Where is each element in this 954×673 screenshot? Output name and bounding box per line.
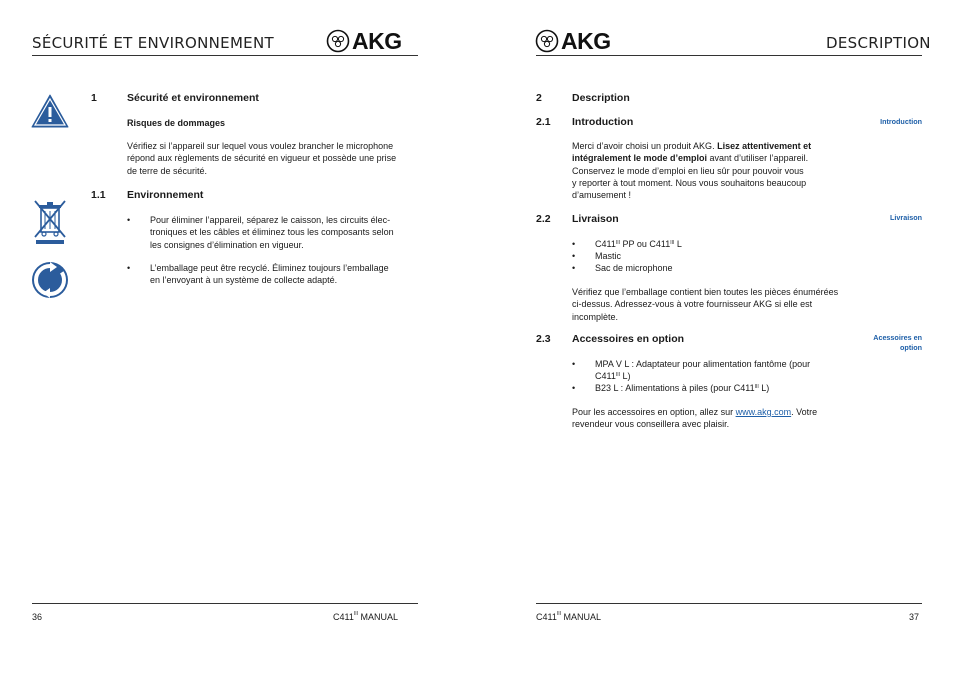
manual-word: MANUAL: [561, 612, 602, 622]
item-text: MPA V L : Adaptateur pour alimentation fantôme (pour: [595, 359, 811, 369]
manual-model-sup: III: [556, 611, 562, 617]
side-label-line-2: option: [900, 343, 922, 352]
akg-logo-right: [535, 29, 611, 53]
akg-logo-text: AKG: [352, 27, 402, 54]
left-header-rule: [32, 55, 418, 56]
right-header-title: DESCRIPTION: [826, 34, 931, 52]
bullet-mark: •: [572, 251, 576, 261]
item-text: C411: [595, 239, 616, 249]
akg-logo-icon: [535, 29, 559, 53]
section-1-1-title: Environnement: [127, 189, 204, 201]
env-bullet-2-line-2: en l’envoyant à un système de collecte adapté.: [150, 275, 338, 286]
bullet-mark: •: [127, 263, 131, 273]
delivery-line-2: ci-dessus. Adressez-vous à votre fournisseur AKG si elle est: [572, 299, 813, 310]
akg-logo-icon: [326, 29, 350, 53]
recycle-green-dot-icon: [31, 261, 69, 299]
section-2-number: 2: [536, 92, 542, 104]
section-1-number: 1: [91, 92, 97, 104]
intro-bold: Lisez attentivement et: [717, 141, 812, 151]
manual-word: MANUAL: [358, 612, 399, 622]
left-footer-manual: [333, 612, 398, 622]
intro-text: Merci d’avoir choisi un produit AKG.: [572, 141, 718, 151]
section-2-3-title: Accessoires en option: [572, 333, 685, 345]
section-1-1-number: 1.1: [91, 189, 106, 201]
akg-logo-text: AKG: [561, 27, 611, 54]
intro-text: avant d’utiliser l’appareil.: [707, 153, 809, 164]
section-1-title: Sécurité et environnement: [127, 92, 259, 104]
item-sup: III: [615, 372, 621, 379]
item-text: B23 L : Alimentations à piles (pour C411: [595, 383, 755, 393]
intro-text: Conservez le mode d’emploi en lieu sûr pour pouvoir vous: [572, 165, 804, 176]
section-2-1-title: Introduction: [572, 116, 634, 128]
side-label-livraison: Livraison: [890, 213, 922, 222]
item-text: L: [674, 239, 682, 249]
item-text: L): [758, 383, 770, 393]
item-sup: III: [615, 240, 621, 246]
accessory-item-2: [572, 382, 872, 394]
bullet-mark: •: [127, 215, 131, 225]
intro-text: d’amusement !: [572, 190, 632, 201]
risk-line-3: de terre de sécurité.: [127, 165, 208, 176]
item-text: C411: [595, 371, 616, 382]
manual-model: C411: [536, 612, 557, 622]
bullet-mark: •: [572, 263, 576, 273]
item-text: PP ou C411: [620, 239, 671, 249]
right-footer-manual: [536, 612, 601, 622]
side-label-accessoires: [842, 333, 922, 353]
delivery-line-3: incomplète.: [572, 311, 619, 322]
item-text: Mastic: [595, 251, 622, 261]
bullet-mark: •: [572, 239, 576, 249]
side-label-line-1: Acessoires en: [873, 333, 922, 342]
env-bullet-1-line-2: troniques et les câbles et éliminez tous les composants selon: [150, 227, 394, 238]
item-text: Sac de microphone: [595, 263, 673, 273]
section-2-2-number: 2.2: [536, 213, 551, 225]
manual-model-sup: III: [353, 611, 359, 617]
delivery-paragraph: [572, 286, 872, 323]
risk-heading: Risques de dommages: [127, 118, 226, 128]
env-bullet-1-line-1: Pour éliminer l’appareil, séparez le caisson, les circuits élec-: [150, 215, 391, 225]
right-page-number: 37: [909, 612, 920, 622]
section-2-2-title: Livraison: [572, 213, 619, 225]
item-text: L): [620, 371, 631, 382]
left-footer-rule: [32, 603, 418, 604]
weee-bin-icon: [30, 198, 70, 246]
bullet-mark: •: [572, 359, 576, 369]
env-bullet-1-line-3: les consignes d’élimination en vigueur.: [150, 239, 304, 250]
section-2-1-number: 2.1: [536, 116, 551, 128]
env-bullet-1: [127, 214, 422, 251]
section-2-title: Description: [572, 92, 630, 104]
left-header-title: SÉCURITÉ ET ENVIRONNEMENT: [32, 34, 274, 52]
accessory-item-1: [572, 358, 872, 383]
intro-paragraph: [572, 140, 872, 201]
risk-paragraph: [127, 140, 427, 177]
intro-text: y reporter à tout moment. Nous vous souhaitons beaucoup: [572, 177, 807, 188]
item-sup: III: [670, 240, 675, 246]
delivery-item-3: [572, 262, 872, 274]
acc-text: . Votre: [791, 407, 818, 417]
accessories-paragraph: [572, 406, 872, 431]
acc-text: revendeur vous conseillera avec plaisir.: [572, 419, 730, 430]
warning-triangle-icon: [30, 93, 70, 129]
akg-logo-left: [326, 29, 402, 53]
delivery-line-1: Vérifiez que l’emballage contient bien toutes les pièces énumérées: [572, 287, 839, 297]
env-bullet-2-line-1: L’emballage peut être recyclé. Éliminez toujours l’emballage: [150, 263, 389, 273]
intro-bold: intégralement le mode d’emploi: [572, 153, 708, 164]
delivery-item-2: [572, 250, 872, 262]
manual-model: C411: [333, 612, 354, 622]
side-label-introduction: Introduction: [880, 117, 922, 126]
section-2-3-number: 2.3: [536, 333, 551, 345]
risk-line-1: Vérifiez si l’appareil sur lequel vous voulez brancher le microphone: [127, 141, 394, 151]
acc-text: Pour les accessoires en option, allez sur: [572, 407, 736, 417]
akg-website-link[interactable]: www.akg.com: [735, 407, 792, 417]
risk-line-2: répond aux règlements de sécurité en vigueur et possède une prise: [127, 153, 397, 164]
env-bullet-2: [127, 262, 422, 287]
right-header-rule: [536, 55, 922, 56]
bullet-mark: •: [572, 383, 576, 393]
right-footer-rule: [536, 603, 922, 604]
item-sup: III: [754, 384, 759, 390]
delivery-item-1: [572, 238, 872, 250]
left-page-number: 36: [32, 612, 43, 622]
